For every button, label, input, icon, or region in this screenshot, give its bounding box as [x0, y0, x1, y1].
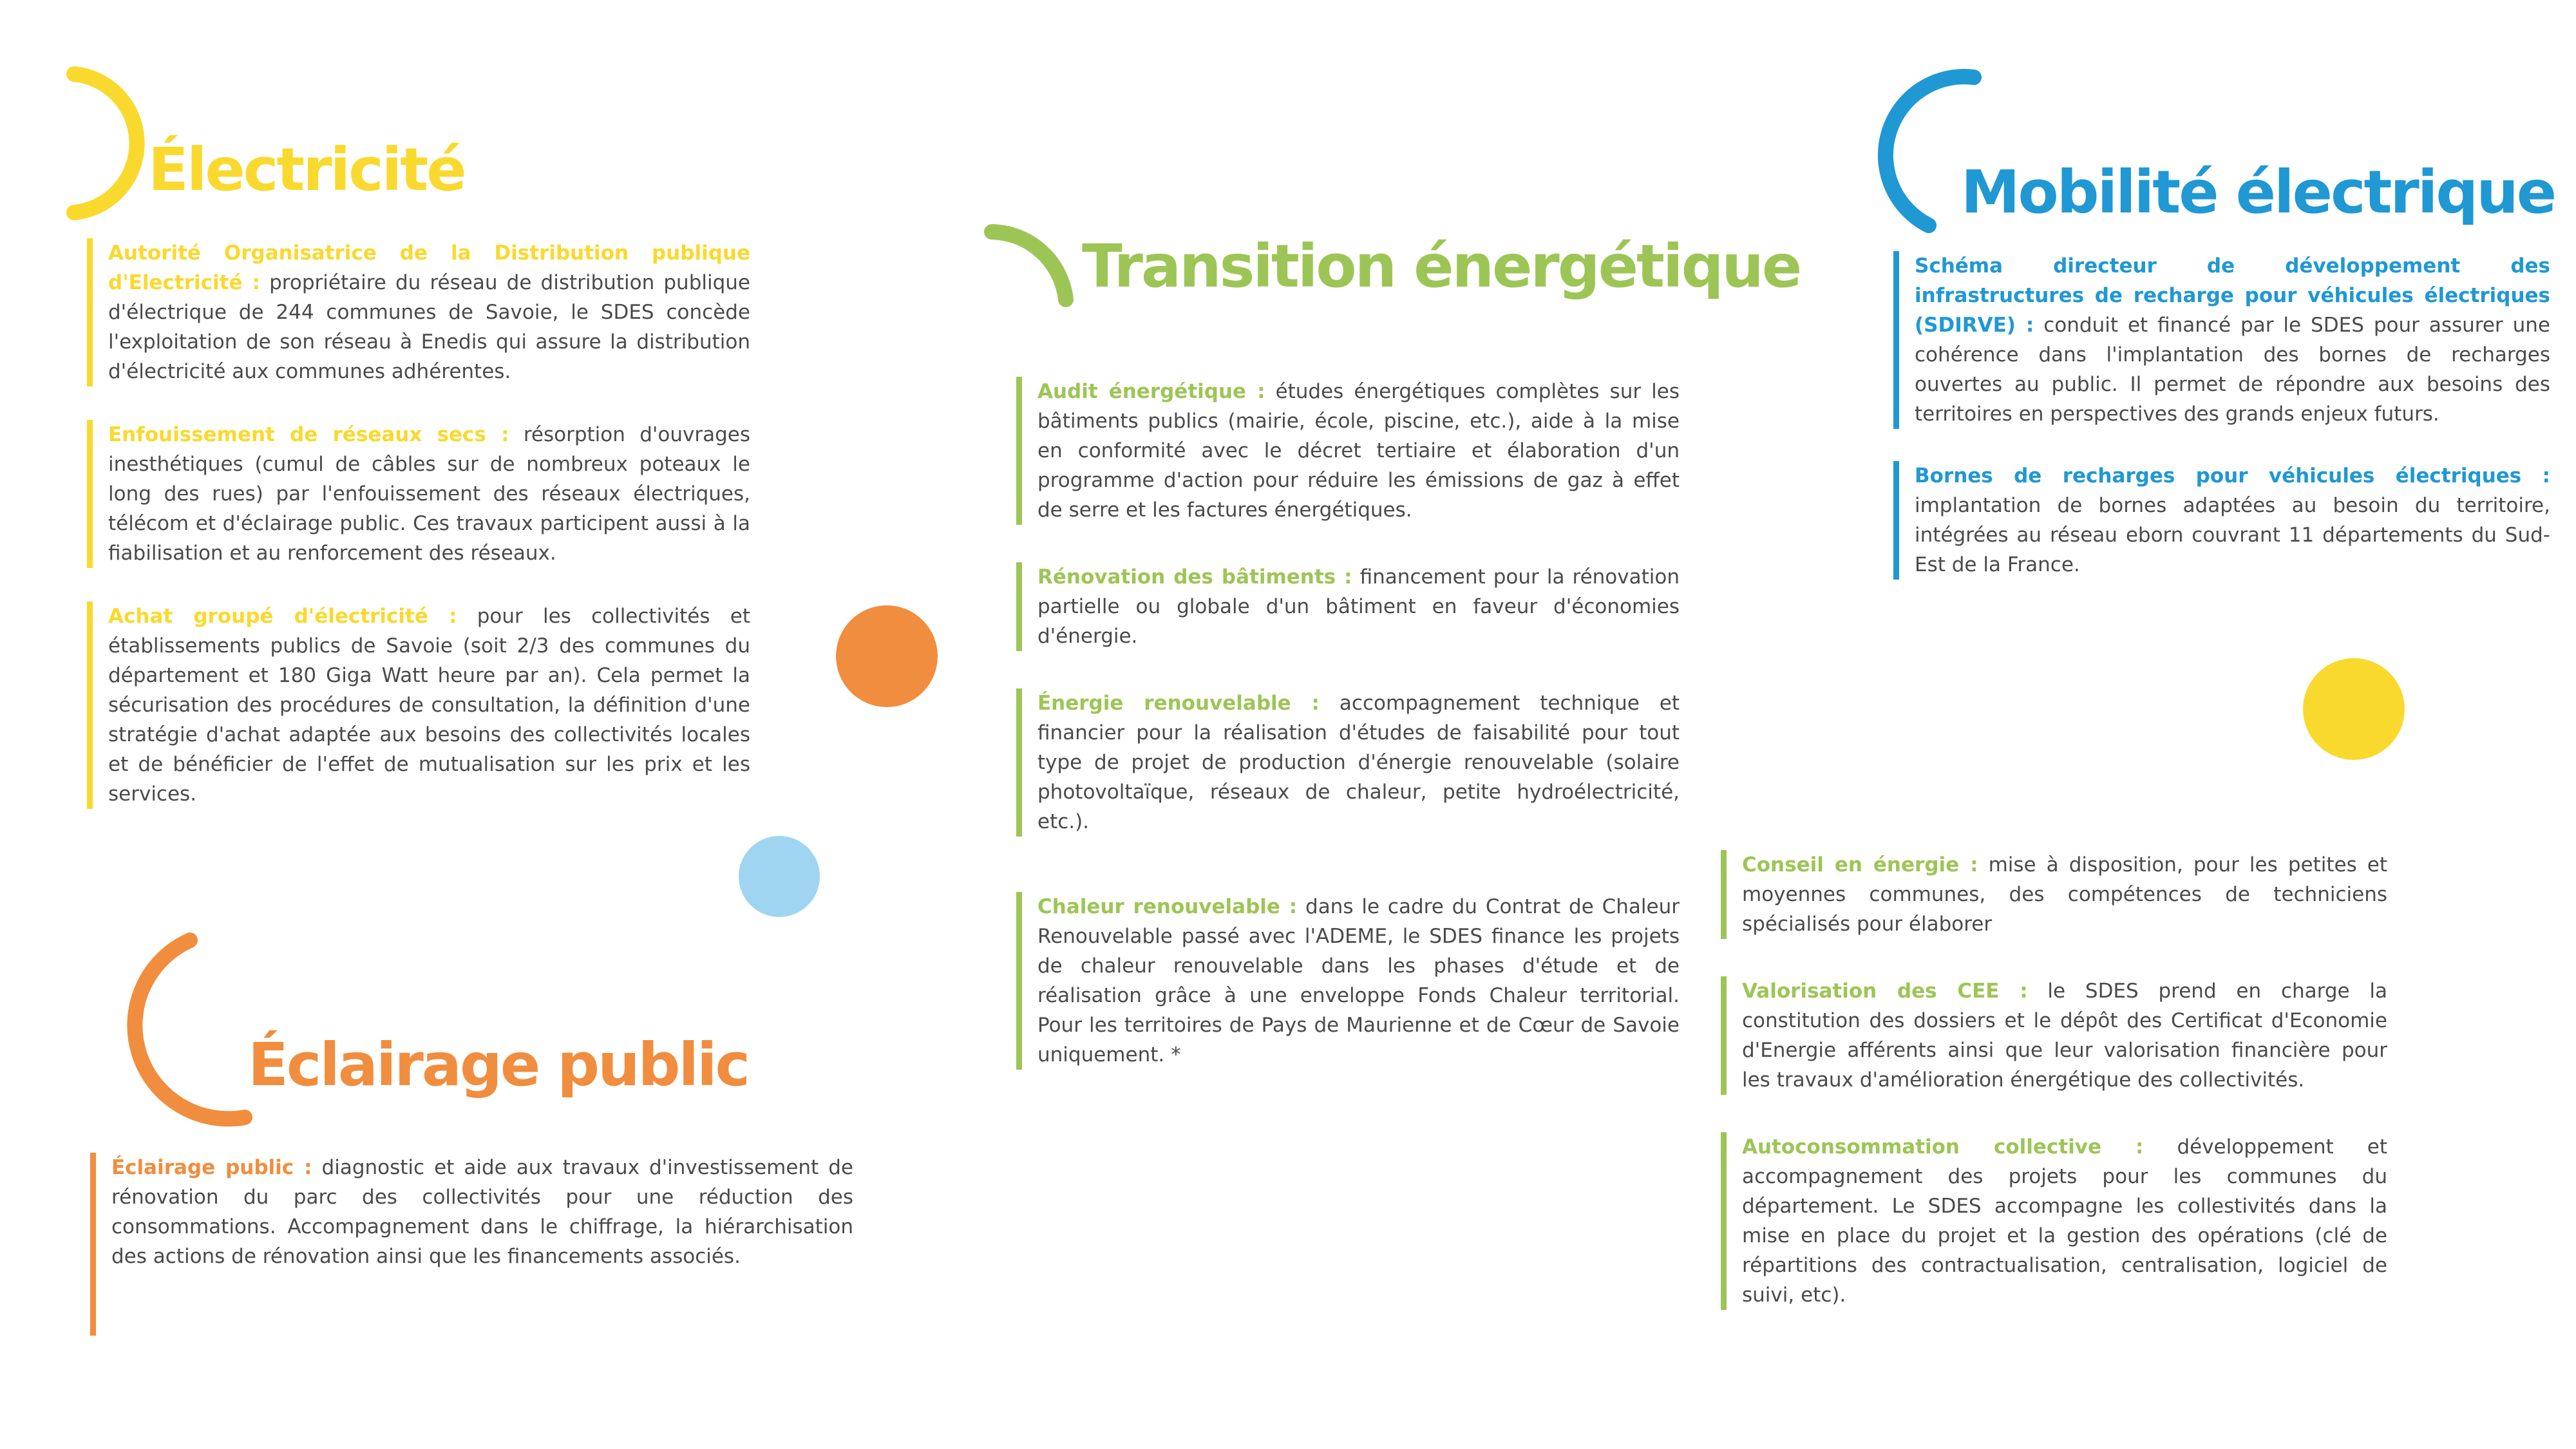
eclairage-item — [90, 1153, 853, 1336]
eclairage-title: Éclairage public — [248, 1030, 749, 1099]
transition-title: Transition énergétique — [1082, 232, 1801, 301]
item-text: mise à disposition, pour les petites et moyennes communes, des compétences de techniciens spécialisés pour élaborer — [1742, 853, 2387, 936]
mobilite-item-sdirve — [1893, 251, 2550, 429]
transition-item-chaleur — [1016, 892, 1680, 1070]
transition-item-autoconsommation — [1721, 1132, 2387, 1310]
item-label: Bornes de recharges pour véhicules électriques : — [1915, 464, 2550, 488]
item-label: Éclairage public : — [111, 1156, 312, 1179]
transition-item-conseil — [1721, 850, 2387, 939]
item-label: Achat groupé d'électricité : — [108, 605, 457, 628]
item-text: accompagnement technique et financier pour la réalisation d'études de faisabilité pour tout type de projet de production d'énergie renouvelable (solaire photovoltaïque, réseaux de chaleur, petite hydroélectricité, etc.). — [1037, 692, 1680, 833]
item-label: Audit énergétique : — [1037, 380, 1265, 403]
item-label: Schéma directeur de développement des infrastructures de recharge pour véhicules électriques (SDIRVE) : — [1915, 254, 2550, 337]
item-label: Valorisation des CEE : — [1742, 980, 2028, 1003]
transition-item-renovation — [1016, 562, 1680, 651]
electricite-item-achat — [87, 601, 750, 809]
mobilite-title: Mobilité électrique — [1961, 158, 2555, 227]
mobilite-item-bornes — [1893, 461, 2550, 580]
item-text: diagnostic et aide aux travaux d'investissement de rénovation du parc des collectivités pour une réduction des consommations. Accompagnement dans le chiffrage, la hiérarchisation des actions de rénovation ainsi que les financements associés. — [111, 1156, 853, 1268]
item-text: le SDES prend en charge la constitution des dossiers et le dépôt des Certificat d'Economie d'Energie afférents ainsi que leur valorisation financière pour les travaux d'amélioration énergétique des collectivités. — [1742, 980, 2387, 1092]
item-text: financement pour la rénovation partielle ou globale d'un bâtiment en faveur d'économies d'énergie. — [1037, 565, 1680, 648]
electricite-item-enfouissement — [87, 420, 750, 568]
item-text: propriétaire du réseau de distribution publique d'électrique de 244 communes de Savoie, le SDES concède l'exploitation de son réseau à Enedis qui assure la distribution d'électricité aux communes adhérentes. — [108, 271, 750, 383]
transition-right-section — [1721, 850, 2387, 1310]
electricite-section — [87, 238, 750, 809]
yellow-circle — [2303, 658, 2405, 760]
item-label: Autorité Organisatrice de la Distribution publique d'Electricité : — [108, 242, 750, 294]
mobilite-section — [1893, 251, 2550, 580]
item-text: développement et accompagnement des projets pour les communes du département. Le SDES accompagne les collestivités dans la mise en place du projet et la gestion des opérations (clé de répartitions des contractualisation, centralisation, logiciel de suivi, etc). — [1742, 1135, 2387, 1307]
item-label: Rénovation des bâtiments : — [1037, 565, 1352, 589]
item-label: Chaleur renouvelable : — [1037, 895, 1298, 918]
item-label: Énergie renouvelable : — [1037, 692, 1320, 715]
transition-section — [1016, 377, 1680, 1070]
transition-item-cee — [1721, 976, 2387, 1095]
transition-arc — [985, 219, 1075, 309]
orange-circle — [836, 605, 938, 707]
eclairage-section — [90, 1153, 853, 1336]
transition-item-enr — [1016, 688, 1680, 837]
item-label: Autoconsommation collective : — [1742, 1135, 2144, 1159]
item-label: Enfouissement de réseaux secs : — [108, 423, 509, 446]
item-text: pour les collectivités et établissements publics de Savoie (soit 2/3 des communes du département et 180 Giga Watt heure par an). Cela permet la sécurisation des procédures de consultation, la définition d'une stratégie d'achat adaptée aux besoins des collectivités locales et de bénéficier de l'effet de mutualisation sur les prix et les services. — [108, 605, 750, 806]
light-blue-circle — [739, 836, 820, 917]
item-text: dans le cadre du Contrat de Chaleur Renouvelable passé avec l'ADEME, le SDES finance les projets de chaleur renouvelable dans les phases d'étude et de réalisation grâce à une enveloppe Fonds Chaleur territorial. Pour les territoires de Pays de Maurienne et de Cœur de Savoie uniquement. * — [1037, 895, 1680, 1066]
electricite-title: Électricité — [148, 135, 465, 204]
item-text: résorption d'ouvrages inesthétiques (cumul de câbles sur de nombreux poteaux le long des rues) par l'enfouissement des réseaux électriques, télécom et d'éclairage public. Ces travaux participent aussi à la fiabilisation et au renforcement des réseaux. — [108, 423, 750, 565]
eclairage-arc — [145, 931, 254, 1130]
electricite-item-aod — [87, 238, 750, 386]
item-label: Conseil en énergie : — [1742, 853, 1978, 876]
transition-item-audit — [1016, 377, 1680, 525]
item-text: implantation de bornes adaptées au besoin du territoire, intégrées au réseau eborn couvrant 11 départements du Sud-Est de la France. — [1915, 494, 2550, 576]
electricite-arc — [61, 64, 138, 225]
item-text: études énergétiques complètes sur les bâtiments publics (mairie, école, piscine, etc.), aide à la mise en conformité avec le décret tertiaire et élaboration d'un programme d'action pour réduire les émissions de gaz à effet de serre et les factures énergétiques. — [1037, 380, 1680, 522]
item-text: conduit et financé par le SDES pour assurer une cohérence dans l'implantation des bornes de recharges ouvertes au public. Il permet de répondre aux besoins des territoires en perspectives des grands enjeux futurs. — [1915, 314, 2550, 426]
